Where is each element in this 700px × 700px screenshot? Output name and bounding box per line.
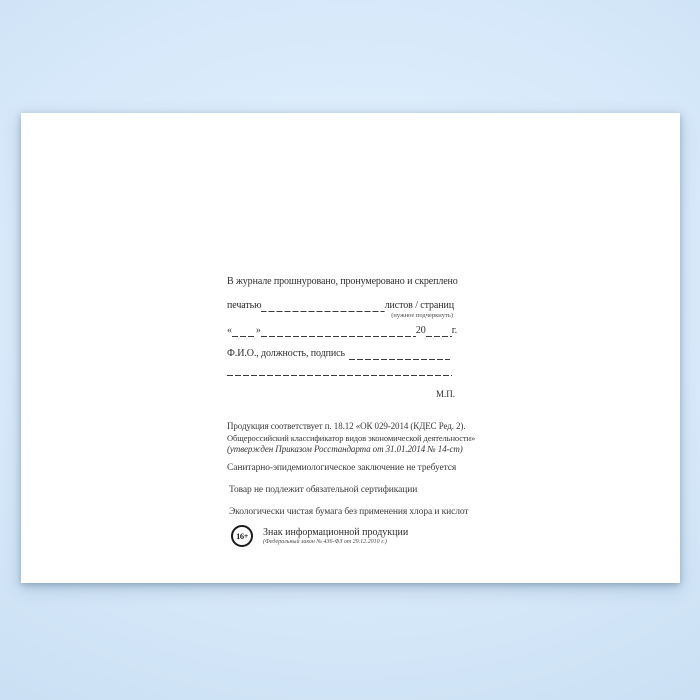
fio-label: Ф.И.О., должность, подпись [227,348,345,359]
compliance-line-2: Общероссийский классификатор видов экономической деятельности» [227,433,476,443]
seal-statement-line [227,276,457,288]
fill-blank-day [232,326,256,337]
info-sign-text [263,525,408,546]
seal-statement-text: В журнале прошнуровано, пронумеровано и скреплено [227,276,458,287]
underline-note: (нужное подчеркнуть) [391,312,453,319]
fill-blank-sheets [261,301,384,312]
stamp-label: печатью [227,300,262,311]
fill-blank-full-line [227,365,452,376]
fill-blank-signature [349,349,450,360]
fill-blank-month [261,326,416,337]
date-line [227,325,457,337]
statement-sanitary: Санитарно-эпидемиологическое заключение не требуется [227,463,457,473]
statement-eco-paper: Экологически чистая бумага без применения хлора и кислот [229,507,469,517]
compliance-line-1: Продукция соответствует п. 18.12 «ОК 029-2014 (КДЕС Ред. 2). [227,421,466,431]
stamp-place-label: М.П. [435,389,455,399]
age-16-badge-icon: 16+ [231,525,253,547]
info-sign-law: (Федеральный закон № 436-ФЗ от 29.12.2010 г.) [263,539,387,545]
journal-back-page [21,113,680,583]
sheets-pages-label: листов / страниц [384,300,454,311]
fill-blank-year [426,326,452,337]
info-sign-row [231,525,408,547]
stamp-sheets-line [227,300,454,312]
year-suffix: г. [451,325,457,336]
open-quote: « [227,325,232,336]
year-prefix: 20 [415,325,426,336]
close-quote: » [255,325,261,336]
compliance-line-3: (утвержден Приказом Росстандарта от 31.01.2014 № 14-ст) [227,444,463,454]
statement-certification: Товар не подлежит обязательной сертификации [229,485,418,495]
fio-line [227,348,450,360]
signature-line [227,365,452,376]
info-sign-title: Знак информационной продукции [263,527,409,538]
